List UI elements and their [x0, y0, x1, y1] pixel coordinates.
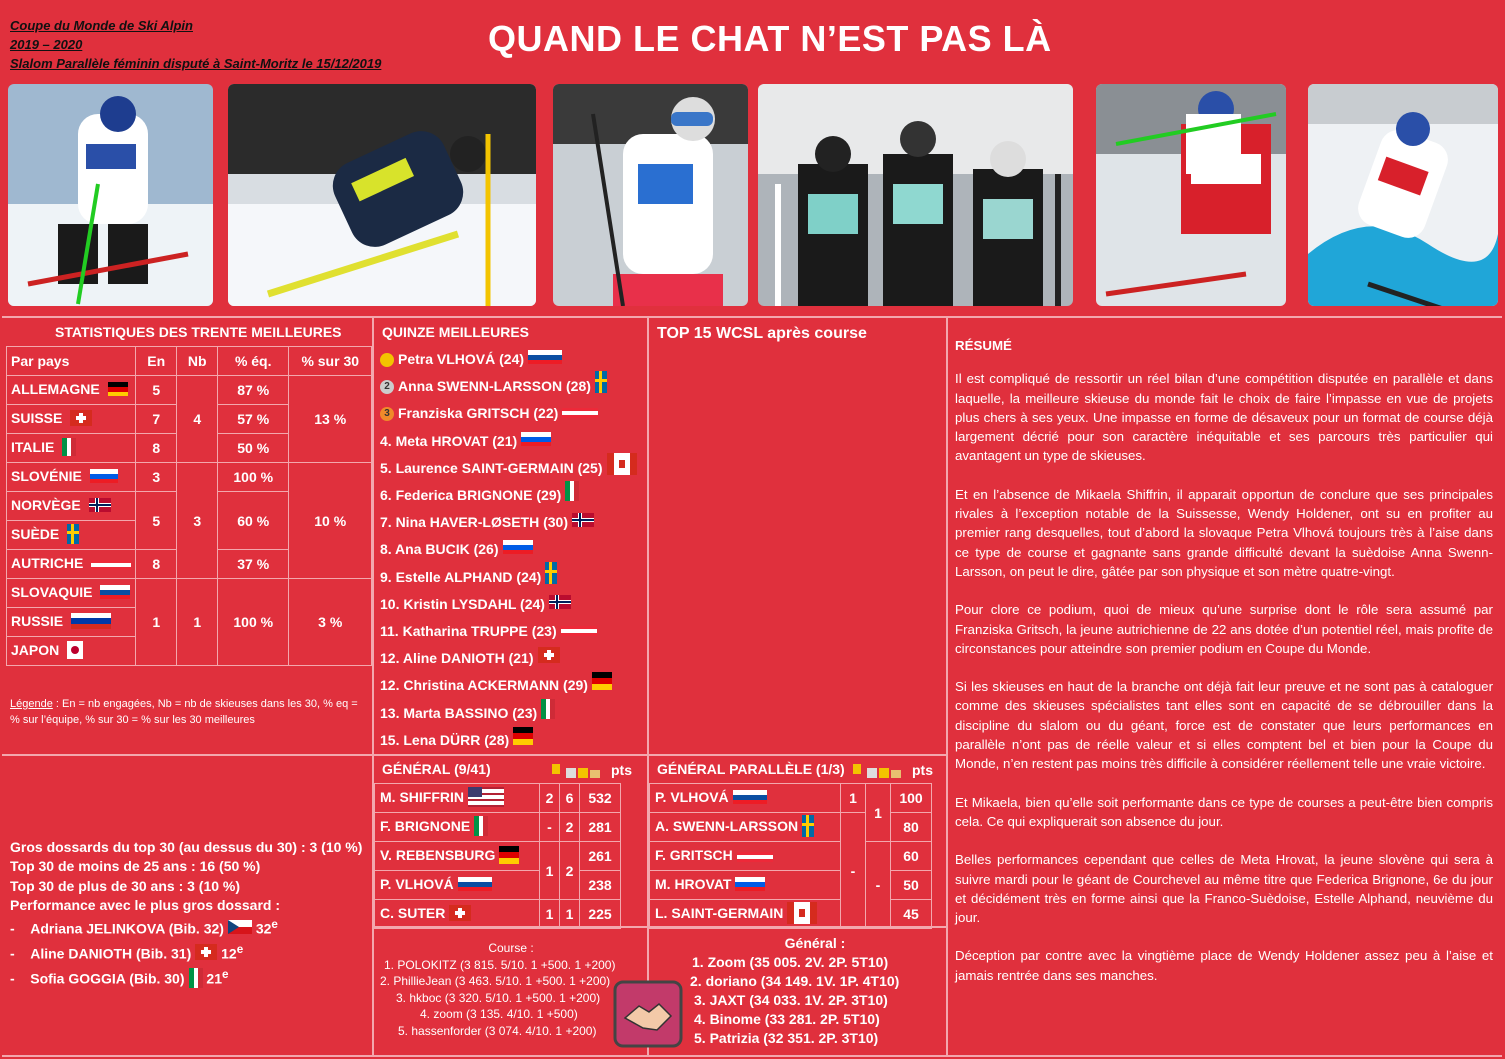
aut-flag-icon	[737, 849, 773, 865]
name-cell: P. VLHOVÁ	[650, 784, 841, 813]
general-jeu-title: Général :	[784, 935, 846, 951]
resume-title: RÉSUMÉ	[955, 338, 1012, 353]
list-item	[380, 591, 637, 618]
stat-line: Top 30 de moins de 25 ans : 16 (50 %)	[10, 858, 261, 875]
table-row: ALLEMAGNE 5 4 87 % 13 %	[7, 376, 372, 405]
svk-flag-icon	[458, 877, 492, 894]
table-row	[375, 842, 621, 871]
russia-flag-icon	[71, 613, 111, 632]
resume-paragraph: Déception par contre avec la vingtième place de Wendy Holdener assez peu à l’aise et jamais rentrée dans ses manches.	[955, 948, 1493, 983]
ita-flag-icon	[189, 968, 203, 993]
list-item	[380, 727, 637, 754]
competition-name: Coupe du Monde de Ski Alpin	[10, 18, 193, 33]
header-pct-eq: % éq.	[218, 347, 289, 376]
country-cell: SLOVAQUIE	[7, 579, 136, 608]
stat-line: Gros dossards du top 30 (au dessus du 30) : 3 (10 %)	[10, 839, 363, 855]
points-cell: 100	[891, 784, 932, 813]
wins-cell: 1	[540, 900, 560, 929]
stats-table	[6, 346, 372, 666]
season: 2019 – 2020	[10, 37, 83, 52]
norway-flag-icon	[89, 498, 111, 515]
can-flag-icon	[607, 453, 637, 484]
resume-paragraph: Et Mikaela, bien qu’elle soit performante dans ce type de courses a peut-être bien compris cela. Ce qui expliquerait son absence du jour.	[955, 794, 1493, 829]
table-row	[375, 813, 621, 842]
resume-paragraph: Il est compliqué de ressortir un réel bilan d’une compétition disputée en parallèle et dans laquelle, la meilleure skieuse du monde fait le choix de faire l’impasse en vue de projets plus chers à ses yeux. Une impasse en forme de désaveux pour un format de course déjà largement décrié pour son caractère inéquitable et ses parcours très particulier qui avantagent un type de skieuses.	[955, 371, 1493, 464]
list-item	[380, 455, 637, 482]
points-cell: 261	[580, 842, 621, 871]
ger-flag-icon	[513, 727, 533, 754]
list-item: 4. Binome (33 281. 2P. 5T10)	[694, 1011, 880, 1027]
skier-name: 8. Ana BUCIK (26)	[380, 541, 499, 558]
photo-skier-3	[553, 84, 748, 306]
country-cell: SLOVÉNIE	[7, 463, 136, 492]
page-title: QUAND LE CHAT N’EST PAS LÀ	[488, 18, 1052, 59]
skier-name: 12. Christina ACKERMANN (29)	[380, 677, 588, 694]
podiums-cell: -	[866, 842, 891, 929]
medal-icon: 2	[380, 380, 394, 394]
name-cell: P. VLHOVÁ	[375, 871, 540, 900]
name-cell: M. HROVAT	[650, 871, 841, 900]
austria-flag-icon	[91, 557, 131, 573]
course-list	[376, 957, 646, 1040]
table-row: SUISSE 7 57 %	[7, 405, 372, 434]
ita-flag-icon	[474, 816, 488, 839]
list-item	[380, 536, 637, 563]
list-item: 3. JAXT (34 033. 1V. 2P. 3T10)	[694, 992, 888, 1008]
course-ranking	[376, 940, 646, 1039]
points-cell: 225	[580, 900, 621, 929]
country-cell: ITALIE	[7, 434, 136, 463]
list-item	[380, 564, 637, 591]
list-item: 5. Patrizia (32 351. 2P. 3T10)	[694, 1030, 879, 1046]
points-cell: 238	[580, 871, 621, 900]
resume-paragraph: Si les skieuses en haut de la branche ont déjà fait leur preuve et ne sont pas à cataloguer comme des skieuses spécialistes tant elles sont en capacité de se débrouiller dans la discipline du slalom ou du géant, force est de constater que leurs performances en parallèle n’ont pas de réelle valeur et si elles comptent bel et bien pour la Coupe du Monde, n’en restent pas moins très difficile à considérer réellement telle une vraie victoire.	[955, 679, 1493, 772]
list-item	[380, 346, 637, 373]
podiums-cell: 2	[560, 842, 580, 900]
nor-flag-icon	[572, 509, 594, 536]
list-item	[380, 509, 637, 536]
list-item: 3. hkboc (3 320. 5/10. 1 +500. 1 +200)	[396, 990, 601, 1005]
germany-flag-icon	[108, 382, 128, 399]
slovakia-flag-icon	[100, 585, 130, 602]
skier-name: 4. Meta HROVAT (21)	[380, 432, 518, 449]
bib-item: - Adriana JELINKOVA (Bib. 32) 32e	[10, 915, 362, 940]
aut-flag-icon	[562, 400, 598, 427]
list-item: 5. hassenforder (3 074. 4/10. 1 +200)	[398, 1023, 597, 1038]
parallele-title: GÉNÉRAL PARALLÈLE (1/3)	[657, 761, 845, 777]
skier-name: Petra VLHOVÁ (24)	[398, 351, 525, 368]
svk-flag-icon	[528, 346, 562, 373]
sui-flag-icon	[195, 944, 217, 965]
skier-name: Franziska GRITSCH (22)	[398, 405, 559, 422]
country-cell: SUÈDE	[7, 521, 136, 550]
slo-flag-icon	[735, 877, 765, 894]
photo-skier-6	[1308, 84, 1498, 306]
name-cell: L. SAINT-GERMAIN	[650, 900, 841, 929]
country-cell: AUTRICHE	[7, 550, 136, 579]
quinze-list	[380, 346, 637, 754]
list-item: 2. PhillieJean (3 463. 5/10. 1 +500. 1 +200)	[380, 974, 611, 988]
skier-name: 6. Federica BRIGNONE (29)	[380, 487, 562, 504]
list-item: 4. zoom (3 135. 4/10. 1 +500)	[420, 1007, 578, 1021]
aut-flag-icon	[561, 618, 597, 645]
header-nb: Nb	[177, 347, 218, 376]
table-row	[650, 842, 932, 871]
event-description: Slalom Parallèle féminin disputé à Saint-Moritz le 15/12/2019	[10, 56, 382, 71]
wins-cell: -	[540, 813, 560, 842]
stat-line: Top 30 de plus de 30 ans : 3 (10 %)	[10, 877, 241, 894]
medal-icon	[380, 353, 394, 367]
list-item	[380, 618, 637, 645]
skier-name: 5. Laurence SAINT-GERMAIN (25)	[380, 459, 603, 476]
table-row: NORVÈGE 5 60 %	[7, 492, 372, 521]
list-item: 2. doriano (34 149. 1V. 1P. 4T10)	[690, 973, 900, 989]
ita-flag-icon	[541, 699, 555, 728]
swe-flag-icon	[802, 815, 814, 840]
resume-paragraph: Belles performances cependant que celles de Meta Hrovat, la jeune slovène qui sera à suivre mardi pour le géant de Courchevel au même titre que Federica Brignone, 6e du jour et décidément très en forme ainsi que la Franco-Suèdoise, Estelle Alphand, neuvième du jour.	[955, 852, 1493, 926]
quinze-title: QUINZE MEILLEURES	[382, 324, 530, 340]
resume-paragraph: Et en l’absence de Mikaela Shiffrin, il apparait opportun de conclure que ses principales rivales à l’exception notable de la Suissesse, Wendy Holdener, ont su en profiter au premier rang desquelles, tout d’abord la slovaque Petra Vlhová toujours très à l’aise dans ce type de course et gagnante sans grande difficulté devant la suèdoise Anna Swenn-Larsson, on peut le dire, gâtée par son physique et son mètre quatre-vingt.	[955, 486, 1493, 579]
podiums-cell: 6	[560, 784, 580, 813]
usa-flag-icon	[468, 787, 504, 810]
skier-name: 11. Katharina TRUPPE (23)	[380, 622, 557, 639]
table-row	[375, 871, 621, 900]
points-cell: 45	[891, 900, 932, 929]
sweden-flag-icon	[67, 524, 79, 547]
list-item: 1. Zoom (35 005. 2V. 2P. 5T10)	[692, 954, 889, 970]
general-pts-label: pts	[611, 762, 632, 778]
table-row	[650, 784, 932, 813]
list-item	[380, 699, 637, 726]
name-cell: A. SWENN-LARSSON	[650, 813, 841, 842]
skier-name: 9. Estelle ALPHAND (24)	[380, 568, 542, 585]
points-cell: 80	[891, 813, 932, 842]
list-item	[380, 645, 637, 672]
course-title: Course :	[488, 941, 534, 955]
wins-cell: -	[841, 813, 866, 929]
trophy-icons	[550, 762, 602, 783]
name-cell: F. GRITSCH	[650, 842, 841, 871]
parallele-pts-label: pts	[912, 762, 933, 778]
points-cell: 60	[891, 842, 932, 871]
wins-cell: 1	[841, 784, 866, 813]
general-jeu-list	[690, 953, 940, 1048]
podiums-cell: 1	[866, 784, 891, 842]
table-row: SLOVAQUIE 1 1 100 % 3 %	[7, 579, 372, 608]
photo-skier-2	[228, 84, 536, 306]
swe-flag-icon	[545, 562, 557, 593]
handshake-icon	[613, 980, 683, 1053]
header-country: Par pays	[7, 347, 136, 376]
japan-flag-icon	[67, 641, 83, 662]
svk-flag-icon	[733, 790, 767, 807]
list-item	[380, 428, 637, 455]
list-item	[380, 400, 637, 427]
photo-gate	[1096, 84, 1286, 306]
skier-name: Anna SWENN-LARSSON (28)	[398, 378, 591, 395]
list-item	[380, 373, 637, 400]
table-row	[375, 900, 621, 929]
list-item	[380, 482, 637, 509]
podiums-cell: 1	[560, 900, 580, 929]
name-cell: M. SHIFFRIN	[375, 784, 540, 813]
header-pct-30: % sur 30	[289, 347, 372, 376]
ger-flag-icon	[592, 672, 612, 699]
stats-title: STATISTIQUES DES TRENTE MEILLEURES	[55, 324, 342, 340]
bib-item: - Sofia GOGGIA (Bib. 30) 21e	[10, 965, 362, 993]
photo-skier-1	[8, 84, 213, 306]
country-cell: SUISSE	[7, 405, 136, 434]
bib-item: - Aline DANIOTH (Bib. 31) 12e	[10, 940, 362, 966]
header-meta	[10, 16, 381, 73]
list-item	[380, 672, 637, 699]
skier-name: 15. Lena DÜRR (28)	[380, 731, 510, 748]
photo-strip	[8, 84, 1498, 306]
resume-paragraphs	[955, 369, 1493, 985]
resume-paragraph: Pour clore ce podium, quoi de mieux qu’une surprise dont le rôle sera assumé par Franziska Gritsch, la jeune autrichienne de 22 ans dotée d’un potentiel réel, mais profite de circonstances pour atteindre son premier podium en Coupe du Monde.	[955, 602, 1493, 656]
slo-flag-icon	[521, 428, 551, 455]
general-table	[374, 783, 621, 929]
cze-flag-icon	[228, 920, 252, 939]
table-row: SLOVÉNIE 3 3 100 % 10 %	[7, 463, 372, 492]
skier-name: 13. Marta BASSINO (23)	[380, 704, 538, 721]
ita-flag-icon	[565, 481, 579, 510]
top15-title: TOP 15 WCSL après course	[657, 325, 867, 342]
skier-name: 10. Kristin LYSDAHL (24)	[380, 595, 545, 612]
name-cell: F. BRIGNONE	[375, 813, 540, 842]
header-en: En	[136, 347, 177, 376]
name-cell: C. SUTER	[375, 900, 540, 929]
sui-flag-icon	[449, 905, 471, 924]
table-row: ITALIE 8 50 %	[7, 434, 372, 463]
swe-flag-icon	[595, 371, 607, 402]
resume	[955, 336, 1493, 1004]
general-jeu	[690, 934, 940, 1048]
slovenia-flag-icon	[90, 469, 118, 486]
stats-header-row	[7, 347, 372, 376]
stat-line: Performance avec le plus gros dossard :	[10, 896, 280, 913]
table-row: AUTRICHE 8 37 %	[7, 550, 372, 579]
italy-flag-icon	[62, 438, 76, 459]
skier-name: 7. Nina HAVER-LØSETH (30)	[380, 514, 568, 531]
points-cell: 532	[580, 784, 621, 813]
country-cell: ALLEMAGNE	[7, 376, 136, 405]
slo-flag-icon	[503, 536, 533, 563]
wins-cell: 2	[540, 784, 560, 813]
trophy-icons-parallel	[851, 762, 903, 783]
skier-name: 12. Aline DANIOTH (21)	[380, 650, 534, 667]
name-cell: V. REBENSBURG	[375, 842, 540, 871]
points-cell: 281	[580, 813, 621, 842]
table-row	[375, 784, 621, 813]
general-title: GÉNÉRAL (9/41)	[382, 761, 491, 777]
ger-flag-icon	[499, 846, 519, 867]
wins-cell: 1	[540, 842, 560, 900]
list-item: 1. POLOKITZ (3 815. 5/10. 1 +500. 1 +200)	[384, 957, 616, 972]
medal-icon: 3	[380, 407, 394, 421]
country-cell: RUSSIE	[7, 608, 136, 637]
nor-flag-icon	[549, 591, 571, 618]
stats-legend: Légende : En = nb engagées, Nb = nb de skieuses dans les 30, % eq = % sur l’équipe, % sur 30 = % sur les 30 meilleures	[10, 698, 358, 726]
country-cell: JAPON	[7, 637, 136, 666]
parallele-table	[649, 783, 932, 929]
switzerland-flag-icon	[70, 410, 92, 429]
photo-podium	[758, 84, 1073, 306]
points-cell: 50	[891, 871, 932, 900]
country-cell: NORVÈGE	[7, 492, 136, 521]
sui-flag-icon	[538, 645, 560, 672]
podiums-cell: 2	[560, 813, 580, 842]
bib-stats	[10, 838, 362, 993]
can-flag-icon	[787, 902, 817, 927]
